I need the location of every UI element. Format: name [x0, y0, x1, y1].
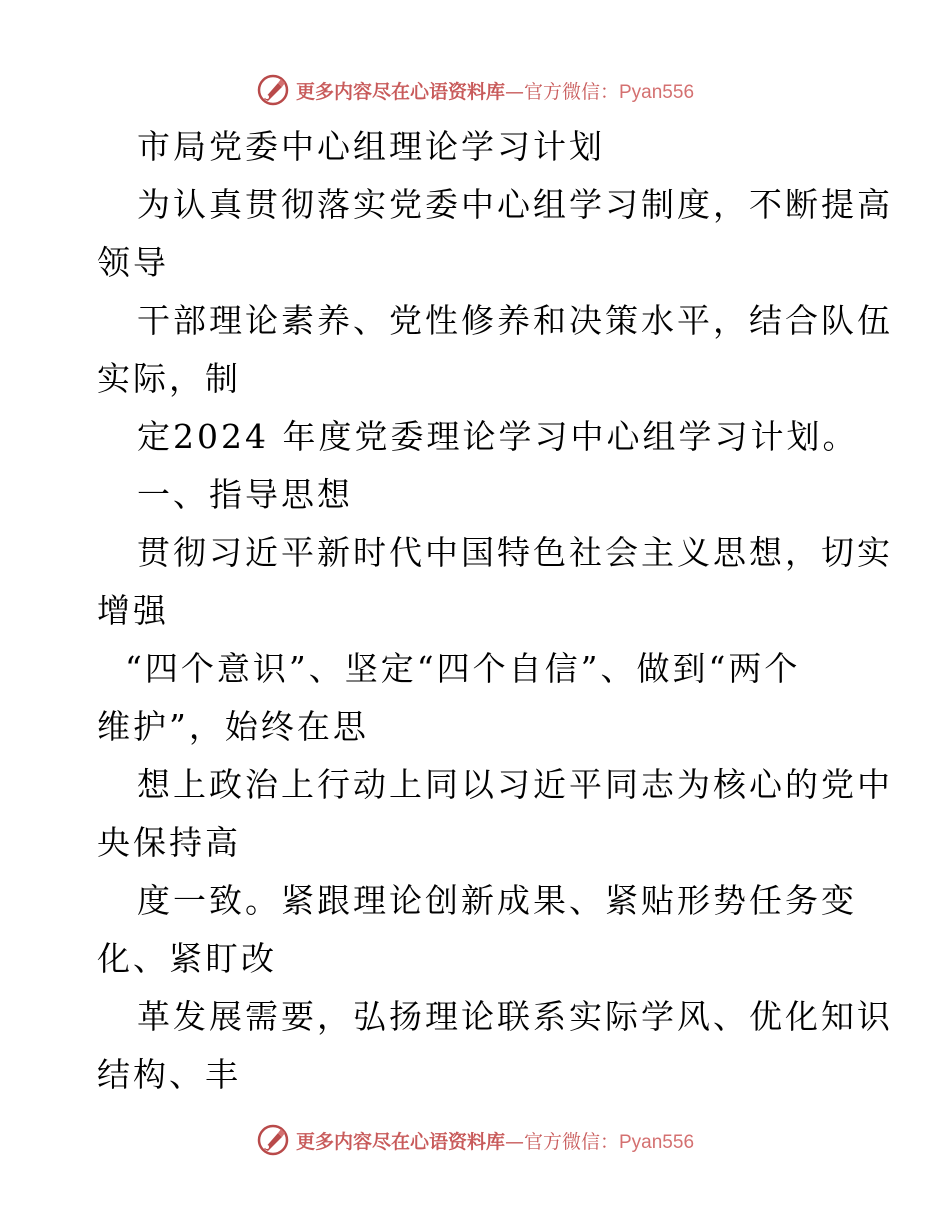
document-body	[97, 118, 893, 1104]
doc-line: “四个意识”、坚定“四个自信”、做到“两个	[125, 649, 801, 688]
pen-logo-icon	[256, 73, 290, 107]
doc-line: 革发展需要，弘扬理论联系实际学风、优化知识	[137, 997, 893, 1036]
banner-slogan: 更多内容尽在心语资料库	[295, 80, 505, 103]
doc-line: 增强	[97, 591, 169, 630]
doc-line: 实际，制	[97, 359, 241, 398]
doc-line: 定2024 年度党委理论学习中心组学习计划。	[137, 417, 859, 456]
header-banner	[0, 70, 950, 110]
doc-line: 干部理论素养、党性修养和决策水平，结合队伍	[137, 301, 893, 340]
banner-text	[296, 77, 694, 104]
doc-line: 化、紧盯改	[97, 939, 277, 978]
section-heading: 一、指导思想	[137, 475, 353, 514]
banner-slogan: 更多内容尽在心语资料库	[295, 1130, 505, 1153]
banner-wechat-id: Pyan556	[619, 81, 695, 103]
doc-line: 为认真贯彻落实党委中心组学习制度，不断提高	[137, 185, 893, 224]
doc-line: 结构、丰	[97, 1055, 241, 1094]
doc-line: 度一致。紧跟理论创新成果、紧贴形势任务变	[137, 881, 857, 920]
banner-wechat-label: 官方微信：	[523, 1130, 619, 1153]
banner-separator: —	[504, 1130, 524, 1153]
header-banner-inner	[256, 73, 694, 107]
doc-line: 贯彻习近平新时代中国特色社会主义思想，切实	[137, 533, 893, 572]
footer-banner-inner	[256, 1123, 694, 1157]
footer-banner	[0, 1120, 950, 1160]
pen-logo-icon	[256, 1123, 290, 1157]
doc-line: 领导	[97, 243, 169, 282]
doc-line: 央保持高	[97, 823, 241, 862]
banner-wechat-label: 官方微信：	[523, 80, 619, 103]
doc-title: 市局党委中心组理论学习计划	[137, 127, 605, 166]
doc-line: 维护”，始终在思	[97, 707, 369, 746]
doc-line: 想上政治上行动上同以习近平同志为核心的党中	[137, 765, 893, 804]
banner-separator: —	[504, 80, 524, 103]
banner-wechat-id: Pyan556	[619, 1131, 695, 1153]
banner-text	[296, 1127, 694, 1154]
